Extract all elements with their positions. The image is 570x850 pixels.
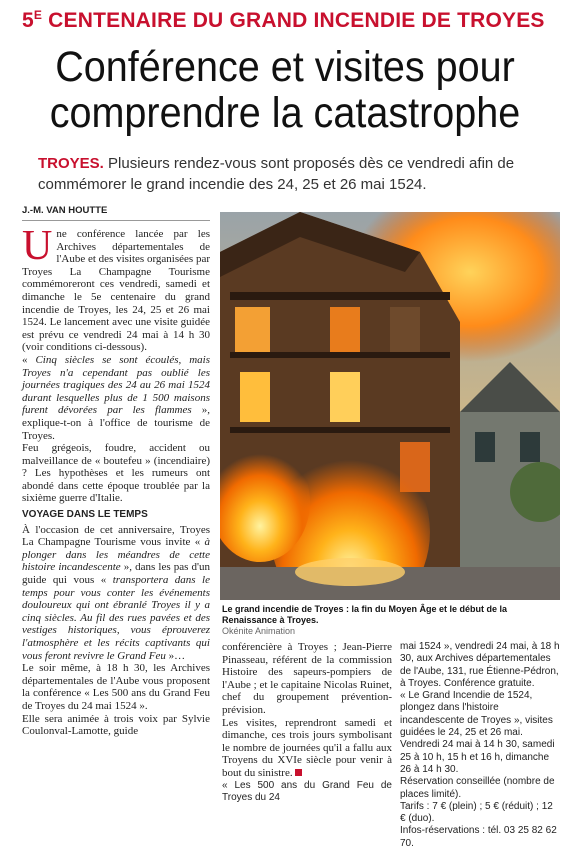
paragraph: conférencière à Troyes ; Jean-Pierre Pinasseau, référent de la commission Histoire des sapeurs-pompiers de l'Aube ; et le capitaine Nicolas Ruinet, chef du groupement prévention-prévision. <box>222 641 392 716</box>
lede <box>38 153 553 195</box>
lede-text: Plusieurs rendez-vous sont proposés dès ce vendredi afin de commémorer le grand incendie des 24, 25 et 26 mai 1524. <box>38 155 515 193</box>
paragraph: Le soir même, à 18 h 30, les Archives départementales de l'Aube vous proposent la conférence « Les 500 ans du Grand Feu de Troyes du 24 mai 1524 ». <box>22 662 210 712</box>
photo-credit: Okénite Animation <box>222 626 296 636</box>
paragraph: À l'occasion de cet anniversaire, Troyes La Champagne Tourisme vous invite « à plonger dans les méandres de cette histoire incandescente », dans les pas d'un guide qui vous « transportera dans le temps pour vous conter les événements douloureux qui ont ébranlé Troyes il y a cinq siècles. Au fil des rues pavées et des vestiges historiques, vous éprouverez l'atmosphère et les récits captivants qui vous feront revivre le Grand Feu »… <box>22 523 211 662</box>
caption-text: Le grand incendie de Troyes : la fin du Moyen Âge et le début de la Renaissance à Troyes. <box>222 604 508 625</box>
subheading: VOYAGE DANS LE TEMPS <box>22 509 148 521</box>
lede-location: TROYES. <box>38 155 104 172</box>
article-column-1 <box>22 223 211 738</box>
info-paragraph: Réservation conseillée (nombre de places limité). <box>400 776 555 800</box>
info-column <box>400 641 560 850</box>
info-paragraph: Vendredi 24 mai à 14 h 30, samedi 25 à 10 h, 15 h et 16 h, dimanche 26 à 14 h 30. <box>400 739 555 775</box>
paragraph: Feu grégeois, foudre, accident ou malveillance de « boutefeu » (incendiaire) ? Les hypothèses et les rumeurs ont abondé dans cette époque troublée par la sixième guerre d'Italie. <box>22 442 210 505</box>
end-mark-icon <box>295 769 302 776</box>
paragraph: Une conférence lancée par les Archives départementales de l'Aube et des visites organisées par Troyes La Champagne Tourisme commémoreront ces vendredi, samedi et dimanche le 5e centenaire du grand incendie de Troyes, les 24, 25 et 26 mai 1524. Le lancement avec une visite guidée est prévu ce vendredi 24 mai à 14 h 30 (voir conditions ci-dessous). <box>22 223 210 354</box>
headline-line-2: comprendre la catastrophe <box>49 89 521 137</box>
drop-cap: U <box>22 223 53 269</box>
info-paragraph: mai 1524 », vendredi 24 mai, à 18 h 30, aux Archives départementales de l'Aube, 131, rue Étienne-Pédron, à Troyes. Conférence gratuite. <box>400 641 560 689</box>
kicker: $5^E$ CENTENAIRE DU GRAND INCENDIE DE TROYES <box>22 8 545 32</box>
paragraph: Les visites, reprendront samedi et dimanche, ces trois jours symbolisant le nombre de journées qu'il a fallu aux Troyens du XVIe siècle pour venir à bout du sinistre. <box>222 716 392 779</box>
photo-caption <box>222 604 562 637</box>
info-paragraph: « Le Grand Incendie de 1524, plongez dans l'histoire incandescente de Troyes », visites guidées le 24, 25 et 26 mai. <box>400 690 553 739</box>
paragraph: « Les 500 ans du Grand Feu de Troyes du 24 <box>222 779 392 804</box>
info-paragraph: Tarifs : 7 € (plein) ; 5 € (réduit) ; 12 € (duo). <box>400 800 553 825</box>
article-column-2 <box>222 641 392 805</box>
paragraph: Elle sera animée à trois voix par Sylvie Coulonval-Lamotte, guide <box>22 712 210 738</box>
author-byline: J.-M. VAN HOUTTE <box>22 205 108 216</box>
paragraph: « Cinq siècles se sont écoulés, mais Troyes n'a cependant pas oublié les journées tragiques des 24 au 26 mai 1524 durant lesquelles plus de 1 500 maisons furent dévorées par les flammes », explique-t-on à l'office de tourisme de Troyes. <box>22 353 211 442</box>
info-paragraph: Infos-réservations : tél. 03 25 82 62 70. <box>400 825 557 849</box>
divider <box>22 220 210 221</box>
headline-line-1: Conférence et visites pour <box>55 43 515 91</box>
fire-photo <box>220 212 560 600</box>
headline <box>23 44 547 136</box>
